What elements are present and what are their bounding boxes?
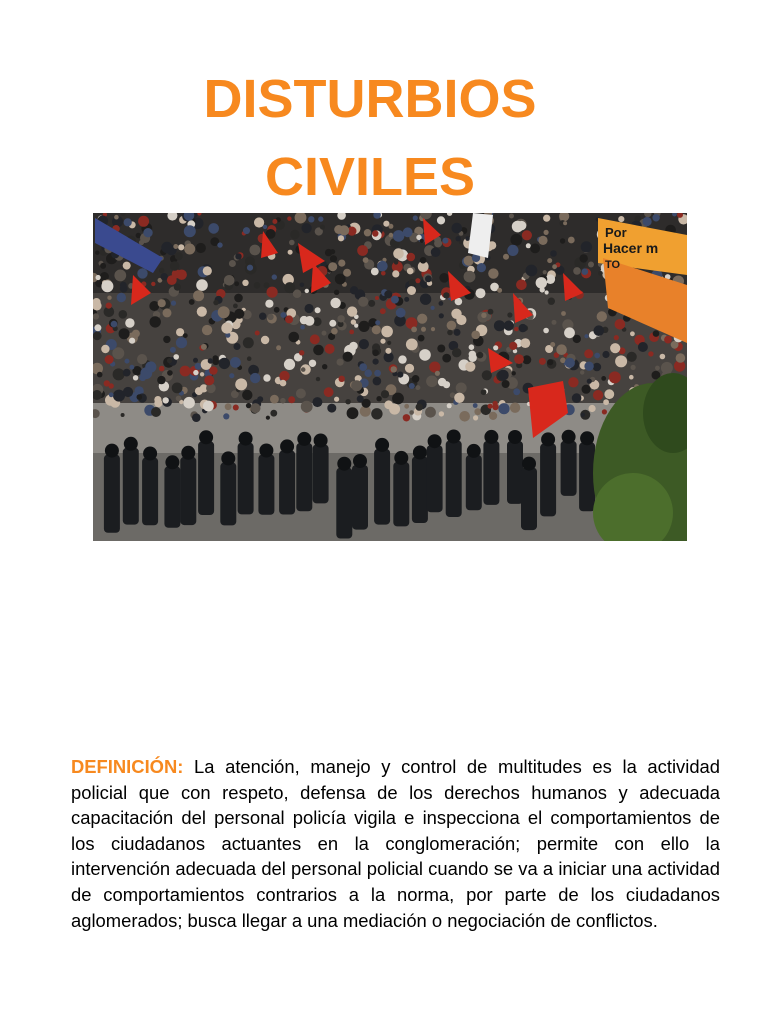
definition-label: DEFINICIÓN: bbox=[71, 756, 184, 777]
protest-photo bbox=[93, 213, 687, 541]
definition-paragraph bbox=[71, 754, 720, 933]
banner-text-2: Hacer m bbox=[603, 240, 659, 256]
page-title-line-1: DISTURBIOS bbox=[203, 69, 537, 129]
banner-text-3: TO bbox=[605, 259, 621, 271]
definition-text: La atención, manejo y control de multitudes es la actividad policial que con respeto, defensa de los derechos humanos y adecuada capacitación del personal policía vigila e inspecciona el comportamientos de los ciudadanos actuantes en la conglomeración; permite con ello la intervención adecuada del personal policial cuando se va a iniciar una actividad de comportamientos contrarios a la norma, por parte de los ciudadanos aglomerados; busca llegar a una mediación o negociación de conflictos. bbox=[71, 756, 720, 931]
banner-text-1: Por bbox=[605, 225, 627, 240]
page-title-line-2: CIVILES bbox=[264, 147, 476, 207]
